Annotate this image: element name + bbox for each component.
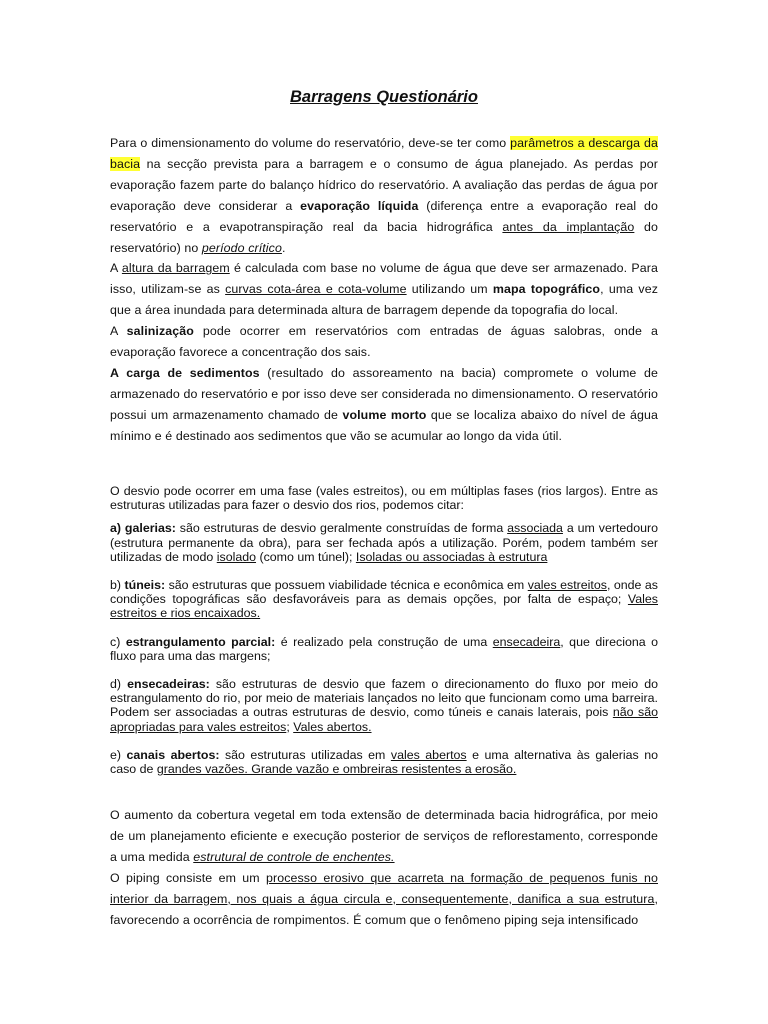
highlighted-text: parâmetros a descarga da bacia [110,136,658,171]
intro-section [110,133,658,447]
item-ensecadeiras: d) ensecadeiras: são estruturas de desvio que fazem o direcionamento do fluxo por meio do estrangulamento do rio, por meio de materiais lançados no leito que funcionam como uma barreira. Podem ser associadas a outras estruturas de desvio, como túneis e canais laterais, pois não são apropriadas para vales estreitos; Vales abertos. [110,677,659,734]
paragraph-vegetation: O aumento da cobertura vegetal em toda extensão de determinada bacia hidrográfica, por meio de um planejamento eficiente e execução posterior de serviços de reflorestamento, corresponde a uma medida estrutural de controle de enchentes. [110,808,658,864]
item-galerias: a) galerias: são estruturas de desvio geralmente construídas de forma associada a um vertedouro (estrutura permanente da obra), para ser fechada após a utilização. Porém, podem também ser utilizadas de modo isolado (como um túnel); Isoladas ou associadas à estrutura [110,521,658,564]
item-estrangulamento: c) estrangulamento parcial: é realizado pela construção de uma ensecadeira, que direciona o fluxo para uma das margens; [110,634,658,663]
document-title: Barragens Questionário [290,88,478,106]
item-canais-abertos: e) canais abertos: são estruturas utilizadas em vales abertos e uma alternativa às galerias no caso de grandes vazões. Grande vazão e ombreiras resistentes a erosão. [110,747,658,777]
item-tuneis: b) túneis: são estruturas que possuem viabilidade técnica e econômica em vales estreitos, onde as condições topográficas são desfavoráveis para as demais opções, por falta de espaço; Vales estreitos e rios encaixados. [110,578,658,621]
paragraph-dam-height: A altura da barragem é calculada com base no volume de água que deve ser armazenado. Para isso, utilizam-se as curvas cota-área e cota-volume utilizando um mapa topográfico, uma vez que a área inundada para determinada altura de barragem depende da topografia do local. [110,261,658,318]
diversion-section [110,484,658,776]
paragraph-salinization: A salinização pode ocorrer em reservatórios com entradas de águas salobras, onde a evaporação favorece a concentração dos sais. [110,324,658,360]
paragraph-diversion-intro: O desvio pode ocorrer em uma fase (vales estreitos), ou em múltiplas fases (rios largos). Entre as estruturas utilizadas para fazer o desvio dos rios, podemos citar: [110,484,658,513]
paragraph-reservoir-volume: Para o dimensionamento do volume do reservatório, deve-se ter como parâmetros a descarga da bacia na secção prevista para a barragem e o consumo de água planejado. As perdas por evaporação fazem parte do balanço hídrico do reservatório. A avaliação das perdas de água por evaporação deve considerar a evaporação líquida (diferença entre a evaporação real do reservatório e a evapotranspiração real da bacia hidrográfica antes da implantação do reservatório) no período crítico. [110,136,658,255]
paragraph-sediment-load: A carga de sedimentos (resultado do assoreamento na bacia) compromete o volume de armazenado do reservatório e por isso deve ser considerada no dimensionamento. O reservatório possui um armazenamento chamado de volume morto que se localiza abaixo do nível de água mínimo e é destinado aos sedimentos que vão se acumular ao longo da vida útil. [110,365,659,443]
paragraph-piping: O piping consiste em um processo erosivo que acarreta na formação de pequenos funis no interior da barragem, nos quais a água circula e, consequentemente, danifica a sua estrutura, favorecendo a ocorrência de rompimentos. É comum que o fenômeno piping seja intensificado [110,870,658,927]
final-section [110,805,658,930]
